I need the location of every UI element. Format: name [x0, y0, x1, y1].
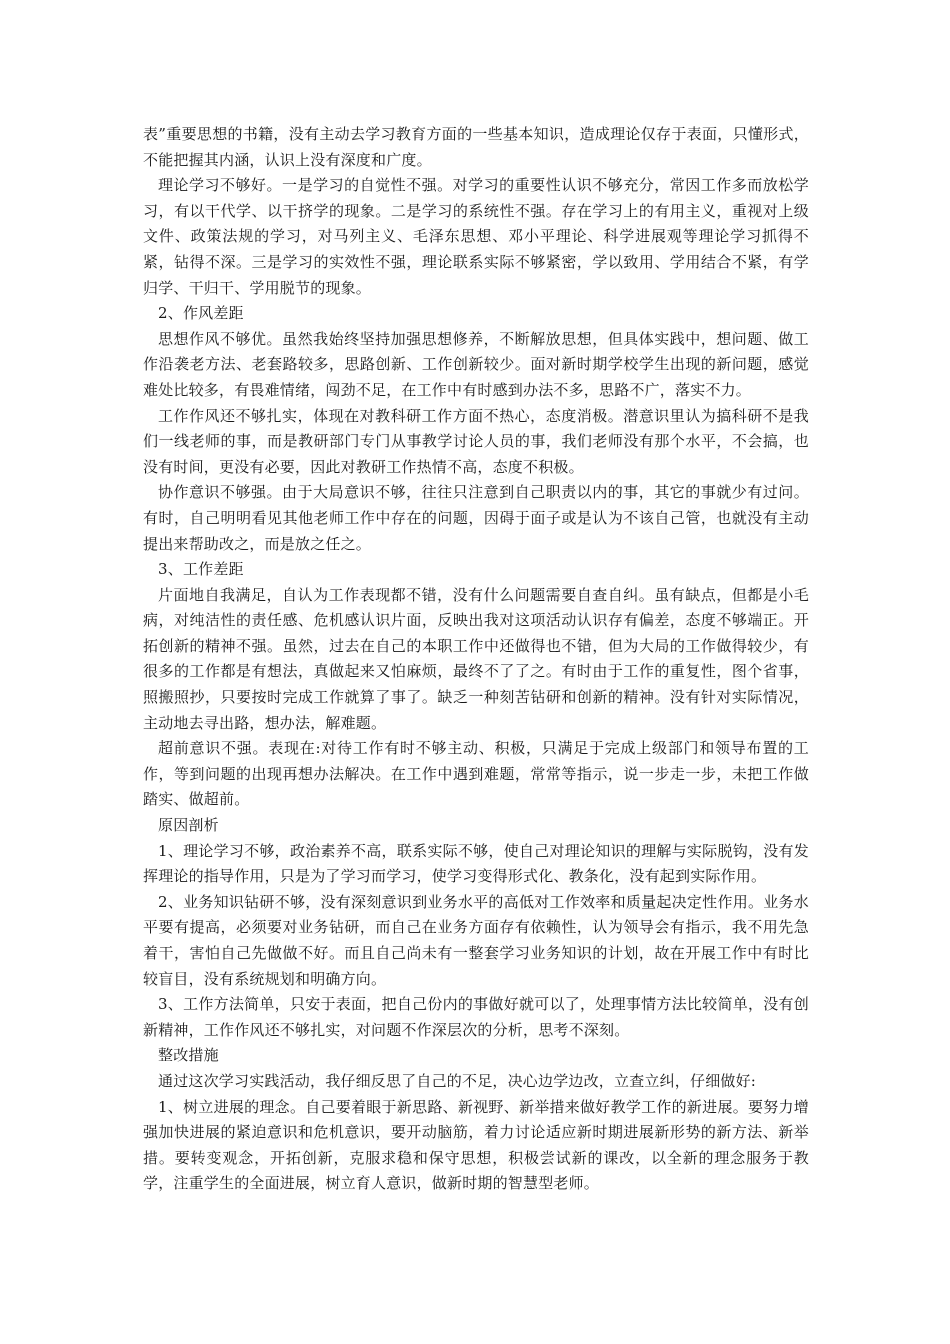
paragraph-intro-continuation: 表”重要思想的书籍，没有主动去学习教育方面的一些基本知识，造成理论仅存于表面，只懂形式，不能把握其内涵，认识上没有深度和广度。 [143, 125, 809, 169]
paragraph-cause-3: 3、工作方法简单，只安于表面，把自己份内的事做好就可以了，处理事情方法比较简单，没有创新精神，工作作风还不够扎实，对问题不作深层次的分析，思考不深刻。 [143, 995, 809, 1039]
paragraph-self-satisfaction: 片面地自我满足，自认为工作表现都不错，没有什么问题需要自查自纠。虽有缺点，但都是小毛病，对纯洁性的责任感、危机感认识片面，反映出我对这项活动认识存有偏差，态度不够端正。开拓创新的精神不强。虽然，过去在自己的本职工作中还做得也不错，但为大局的工作做得较少，有很多的工作都是有想法，真做起来又怕麻烦，最终不了了之。有时由于工作的重复性，图个省事，照搬照抄，只要按时完成工作就算了事了。缺乏一种刻苦钻研和创新的精神。没有针对实际情况，主动地去寻出路，想办法，解难题。 [143, 585, 809, 732]
paragraph-thinking-style: 思想作风不够优。虽然我始终坚持加强思想修养，不断解放思想，但具体实践中，想问题、做工作沿袭老方法、老套路较多，思路创新、工作创新较少。面对新时期学校学生出现的新问题，感觉难处比较多，有畏难情绪，闯劲不足，在工作中有时感到办法不多，思路不广，落实不力。 [143, 329, 809, 399]
paragraph-foresight: 超前意识不强。表现在:对待工作有时不够主动、积极，只满足于完成上级部门和领导布置的工作，等到问题的出现再想办法解决。在工作中遇到难题，常常等指示，说一步走一步，未把工作做踏实、做超前。 [143, 739, 809, 809]
document-body [143, 122, 809, 1197]
heading-cause-analysis: 原因剖析 [158, 816, 219, 835]
paragraph-work-style: 工作作风还不够扎实，体现在对教科研工作方面不热心，态度消极。潜意识里认为搞科研不是我们一线老师的事，而是教研部门专门从事教学讨论人员的事，我们老师没有那个水平，不会搞，也没有时间，更没有必要，因此对教研工作热情不高，态度不积极。 [143, 406, 809, 476]
paragraph-rectification-intro: 通过这次学习实践活动，我仔细反思了自己的不足，决心边学边改，立查立纠，仔细做好: [158, 1071, 757, 1090]
paragraph-measure-1: 1、树立进展的理念。自己要着眼于新思路、新视野、新举措来做好教学工作的新进展。要努力增强加快进展的紧迫意识和危机意识，要开动脑筋，着力讨论适应新时期进展新形势的新方法、新举措。要转变观念，开拓创新，克服求稳和保守思想，积极尝试新的课改，以全新的理念服务于教学，注重学生的全面进展，树立育人意识，做新时期的智慧型老师。 [143, 1097, 809, 1193]
paragraph-cause-2: 2、业务知识钻研不够，没有深刻意识到业务水平的高低对工作效率和质量起决定性作用。业务水平要有提高，必须要对业务钻研，而自己在业务方面存有依赖性，认为领导会有指示，我不用先急着干，害怕自己先做做不好。而且自己尚未有一整套学习业务知识的计划，故在开展工作中有时比较盲目，没有系统规划和明确方向。 [143, 892, 809, 988]
paragraph-theory-study: 理论学习不够好。一是学习的自觉性不强。对学习的重要性认识不够充分，常因工作多而放松学习，有以干代学、以干挤学的现象。二是学习的系统性不强。存在学习上的有用主义，重视对上级文件、政策法规的学习，对马列主义、毛泽东思想、邓小平理论、科学进展观等理论学习抓得不紧，钻得不深。三是学习的实效性不强，理论联系实际不够紧密，学以致用、学用结合不紧，有学归学、干归干、学用脱节的现象。 [143, 176, 809, 297]
heading-work-gap: 3、工作差距 [158, 560, 244, 579]
heading-style-gap: 2、作风差距 [158, 304, 244, 323]
paragraph-cooperation: 协作意识不够强。由于大局意识不够，往往只注意到自己职责以内的事，其它的事就少有过问。有时，自己明明看见其他老师工作中存在的问题，因碍于面子或是认为不该自己管，也就没有主动提出来帮助改之，而是放之任之。 [143, 483, 809, 553]
heading-rectification: 整改措施 [158, 1046, 219, 1065]
paragraph-cause-1: 1、理论学习不够，政治素养不高，联系实际不够，使自己对理论知识的理解与实际脱钩，没有发挥理论的指导作用，只是为了学习而学习，使学习变得形式化、教条化，没有起到实际作用。 [143, 841, 809, 886]
